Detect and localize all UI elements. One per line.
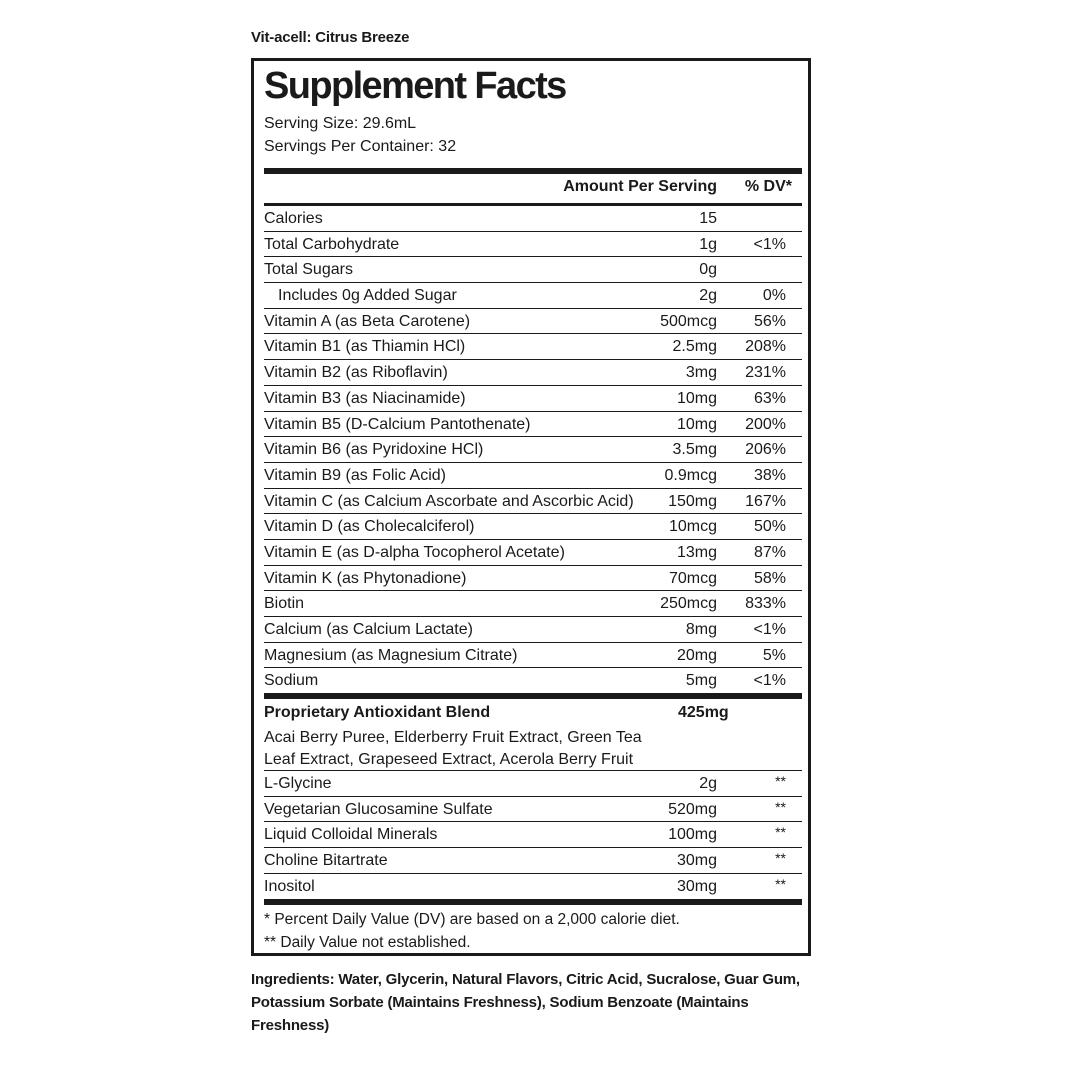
nutrient-amount: 3.5mg [672, 441, 717, 459]
ingredients-list: Ingredients: Water, Glycerin, Natural Flavors, Citric Acid, Sucralose, Guar Gum, Potassium Sorbate (Maintains Freshness), Sodium Benzoate (Maintains Freshness) [251, 971, 800, 1034]
table-row [264, 617, 802, 643]
table-row [264, 463, 802, 489]
nutrient-amount: 1g [699, 235, 717, 253]
nutrient-dv: <1% [753, 235, 786, 253]
nutrient-amount: 3mg [685, 364, 717, 382]
nutrient-amount: 10mcg [668, 518, 717, 536]
serving-size: Serving Size: 29.6mL [264, 115, 417, 132]
product-title: Vit-acell: Citrus Breeze [251, 29, 410, 46]
nutrient-dv: 87% [753, 543, 786, 561]
table-row [264, 540, 802, 566]
nutrient-name: Includes 0g Added Sugar [278, 287, 457, 305]
nutrient-amount: 150mg [668, 492, 717, 510]
table-row [264, 360, 802, 386]
nutrient-dv: 833% [745, 595, 786, 613]
nutrient-name: Total Sugars [264, 261, 353, 279]
nutrient-amount: 70mcg [668, 569, 717, 587]
dv-column-header: % DV* [744, 178, 792, 195]
nutrient-dv: 200% [745, 415, 786, 433]
servings-per-container: Servings Per Container: 32 [264, 138, 457, 155]
nutrient-amount: 2.5mg [672, 338, 717, 356]
nutrient-amount: 2g [699, 287, 717, 305]
nutrient-dv: <1% [753, 672, 786, 690]
table-row [264, 232, 802, 258]
table-row [264, 874, 802, 900]
nutrient-name: Vitamin B9 (as Folic Acid) [264, 466, 446, 484]
nutrient-name: Vitamin A (as Beta Carotene) [264, 312, 471, 330]
nutrient-amount: 13mg [676, 543, 717, 561]
nutrient-amount: 20mg [676, 646, 717, 664]
table-row [264, 206, 802, 232]
nutrient-amount: 30mg [676, 852, 717, 870]
divider-thick [264, 168, 802, 174]
nutrient-name: Vitamin C (as Calcium Ascorbate and Ascorbic Acid) [264, 492, 634, 510]
nutrient-amount: 0.9mcg [664, 466, 717, 484]
nutrient-dv: 167% [745, 492, 786, 510]
nutrient-name: Vitamin E (as D-alpha Tocopherol Acetate) [264, 543, 565, 561]
nutrient-name: Vitamin B3 (as Niacinamide) [264, 389, 466, 407]
table-row [264, 309, 802, 335]
table-row [264, 771, 802, 797]
nutrient-name: Vegetarian Glucosamine Sulfate [264, 800, 493, 818]
table-row [264, 334, 802, 360]
table-row [264, 566, 802, 592]
proprietary-blend [264, 699, 802, 771]
nutrient-dv: 63% [753, 389, 786, 407]
nutrient-name: Vitamin K (as Phytonadione) [264, 569, 467, 587]
nutrient-amount: 250mcg [660, 595, 717, 613]
other-ingredients-table [264, 771, 802, 899]
nutrient-name: Vitamin B2 (as Riboflavin) [264, 364, 448, 382]
nutrient-name: Vitamin B5 (D-Calcium Pantothenate) [264, 415, 531, 433]
supplement-facts-panel [251, 58, 811, 956]
table-row [264, 591, 802, 617]
nutrient-dv: 50% [753, 518, 786, 536]
nutrient-name: Choline Bitartrate [264, 852, 388, 870]
nutrient-dv: 5% [762, 646, 786, 664]
nutrient-name: Calcium (as Calcium Lactate) [264, 621, 473, 638]
not-established-footnote: ** Daily Value not established. [264, 934, 471, 951]
nutrient-dv: <1% [753, 621, 786, 638]
blend-amount: 425mg [678, 704, 729, 721]
table-row [264, 489, 802, 515]
column-headers [264, 178, 802, 202]
nutrient-name: L-Glycine [264, 775, 332, 792]
table-row [264, 668, 802, 694]
nutrient-dv: 58% [753, 569, 786, 587]
nutrient-amount: 0g [699, 261, 717, 279]
nutrient-amount: 30mg [676, 877, 717, 895]
nutrient-amount: 5mg [685, 672, 717, 690]
nutrient-amount: 520mg [668, 800, 717, 818]
nutrient-dv: 208% [745, 338, 786, 356]
nutrient-name: Vitamin D (as Cholecalciferol) [264, 518, 475, 536]
table-row [264, 412, 802, 438]
nutrient-dv: ** [775, 773, 786, 789]
table-row [264, 822, 802, 848]
table-row [264, 848, 802, 874]
nutrient-name: Calories [264, 210, 323, 227]
nutrient-amount: 2g [699, 775, 717, 792]
table-row [264, 386, 802, 412]
blend-name: Proprietary Antioxidant Blend [264, 704, 491, 721]
table-row [264, 643, 802, 669]
nutrient-name: Magnesium (as Magnesium Citrate) [264, 646, 518, 664]
nutrient-name: Vitamin B6 (as Pyridoxine HCl) [264, 441, 484, 459]
nutrient-dv: ** [775, 824, 786, 841]
nutrient-name: Total Carbohydrate [264, 235, 400, 253]
blend-description: Acai Berry Puree, Elderberry Fruit Extract, Green Tea Leaf Extract, Grapeseed Extract, Acerola Berry Fruit [264, 729, 642, 768]
nutrient-name: Vitamin B1 (as Thiamin HCl) [264, 338, 466, 356]
amount-column-header: Amount Per Serving [563, 178, 717, 195]
nutrient-dv: 231% [745, 364, 786, 382]
nutrient-dv: ** [775, 850, 786, 867]
nutrient-dv: ** [775, 798, 786, 815]
table-row [264, 514, 802, 540]
nutrient-amount: 10mg [676, 415, 717, 433]
table-row [264, 257, 802, 283]
table-row [264, 797, 802, 823]
nutrient-name: Liquid Colloidal Minerals [264, 826, 438, 844]
nutrient-name: Biotin [264, 595, 305, 613]
table-row [264, 283, 802, 309]
divider-thick [264, 899, 802, 905]
nutrient-dv: 0% [762, 287, 786, 305]
nutrient-table [264, 206, 802, 694]
nutrient-amount: 15 [699, 210, 717, 227]
nutrient-dv: 206% [745, 441, 786, 459]
panel-heading: Supplement Facts [264, 65, 566, 107]
dv-footnote: * Percent Daily Value (DV) are based on a 2,000 calorie diet. [264, 911, 680, 928]
nutrient-amount: 10mg [676, 389, 717, 407]
nutrient-amount: 8mg [685, 621, 717, 638]
nutrient-dv: 38% [753, 466, 786, 484]
nutrient-amount: 100mg [668, 826, 717, 844]
nutrient-name: Inositol [264, 877, 315, 895]
nutrient-name: Sodium [264, 672, 319, 690]
table-row [264, 437, 802, 463]
nutrient-dv: ** [775, 875, 786, 892]
nutrient-amount: 500mcg [660, 312, 717, 330]
nutrient-dv: 56% [753, 312, 786, 330]
